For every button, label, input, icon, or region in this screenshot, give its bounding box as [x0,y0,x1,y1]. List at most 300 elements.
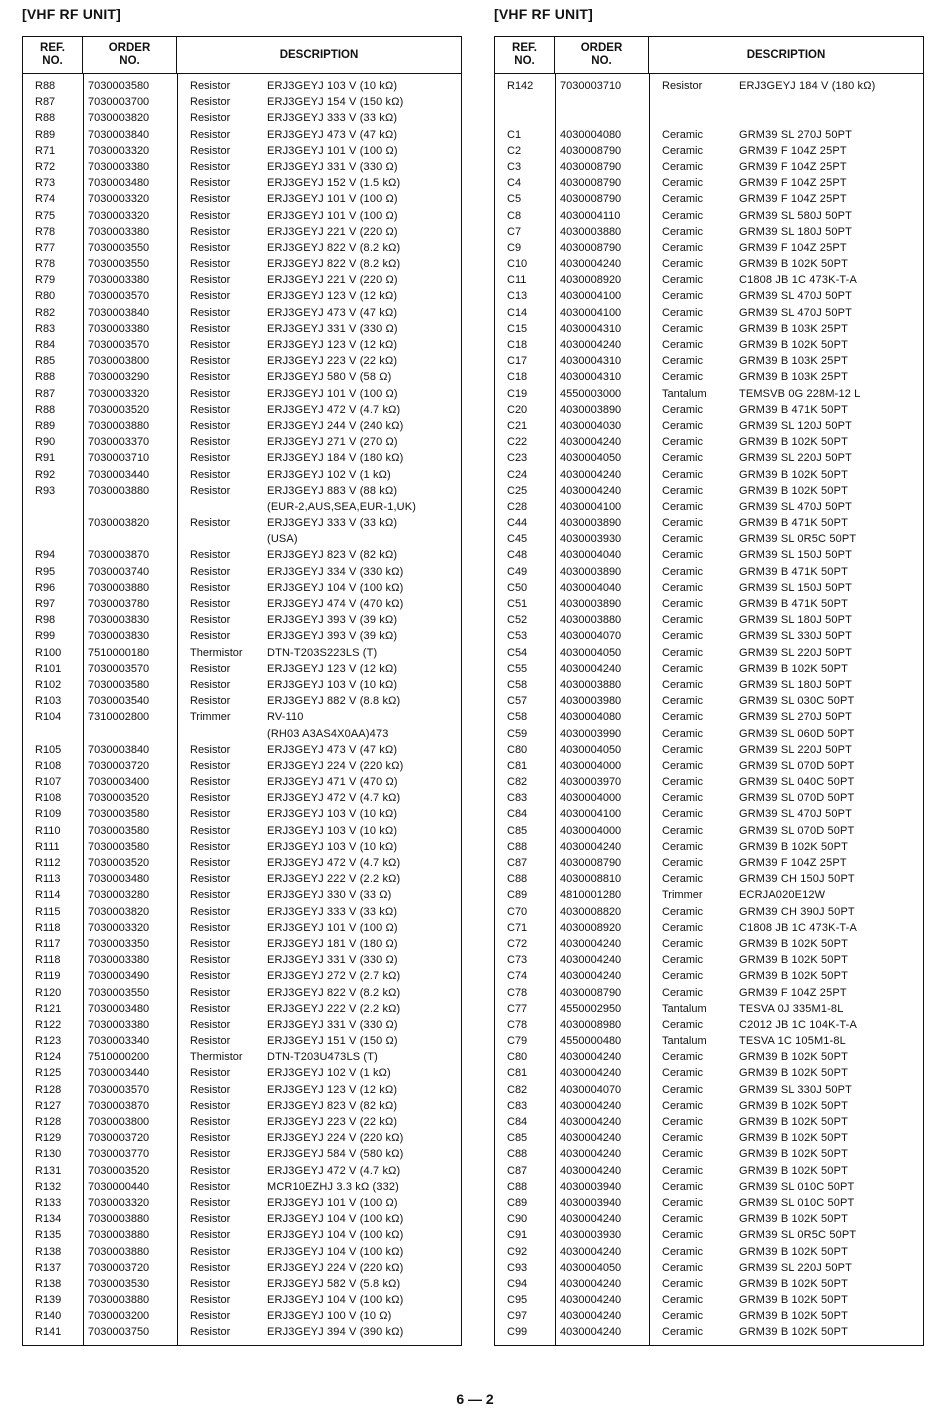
order-no-cell: 4030008790 [560,986,622,999]
part-value-cell: ERJ3GEYJ 224 V (220 kΩ) [267,1261,404,1274]
part-value-cell: DTN-T203S223LS (T) [267,646,378,659]
ref-no-cell: R117 [35,937,61,950]
part-type-cell: Resistor [190,258,231,271]
order-no-cell: 7030003340 [88,1035,150,1048]
part-value-cell: GRM39 SL 470J 50PT [739,290,852,303]
table-row [495,871,923,887]
ref-no-cell: C80 [507,743,528,756]
table-row [23,628,461,644]
order-no-cell: 4030004070 [560,1083,622,1096]
table-row [495,256,923,272]
ref-no-cell: C88 [507,1148,528,1161]
order-no-cell: 4030008790 [560,144,622,157]
part-type-cell: Ceramic [662,1180,703,1193]
order-no-cell: 7030003880 [88,1213,150,1226]
part-value-cell: GRM39 SL 220J 50PT [739,1261,852,1274]
ref-no-cell: C55 [507,662,528,675]
part-value-cell: GRM39 SL 070D 50PT [739,792,855,805]
ref-no-cell: R90 [35,436,56,449]
part-value-cell: GRM39 SL 330J 50PT [739,1083,852,1096]
ref-no-cell: C48 [507,549,528,562]
ref-no-cell: R103 [35,695,62,708]
table-row [495,386,923,402]
order-no-cell: 4030004240 [560,937,622,950]
table-row [495,143,923,159]
part-value-cell: GRM39 B 102K 50PT [739,258,848,271]
part-value-cell: ERJ3GEYJ 823 V (82 kΩ) [267,549,398,562]
order-no-cell: 4030004100 [560,500,622,513]
part-type-cell: Ceramic [662,565,703,578]
table-row [23,920,461,936]
part-value-cell: GRM39 SL 150J 50PT [739,581,852,594]
part-type-cell: Resistor [190,290,231,303]
part-value-cell: GRM39 B 103K 25PT [739,355,848,368]
order-no-cell: 7030003720 [88,1132,150,1145]
order-no-cell: 7030003820 [88,905,150,918]
table-row [23,1244,461,1260]
table-row [495,78,923,94]
part-value-cell: ERJ3GEYJ 223 V (22 kΩ) [267,1116,398,1128]
ref-no-cell: R96 [35,581,56,594]
part-type-cell: Resistor [190,1035,231,1048]
table-row [495,515,923,531]
table-row [23,240,461,256]
part-type-cell: Ceramic [662,1277,703,1290]
ref-no-cell: C72 [507,937,528,950]
part-value-cell: ERJ3GEYJ 330 V (33 Ω) [267,889,392,902]
part-value-cell: GRM39 SL 580J 50PT [739,209,852,222]
part-value-cell: ERJ3GEYJ 152 V (1.5 kΩ) [267,177,401,190]
order-no-cell: 4030008980 [560,1018,622,1031]
order-no-cell: 7030003780 [88,598,150,610]
part-type-cell: Resistor [190,970,231,983]
ref-no-cell: C83 [507,792,528,805]
part-value-cell: ERJ3GEYJ 224 V (220 kΩ) [267,759,404,772]
order-no-cell: 4030004240 [560,1067,622,1080]
ref-no-cell: C94 [507,1277,528,1290]
table-row [23,467,461,483]
part-type-cell: Resistor [190,403,231,416]
order-no-cell: 4030004080 [560,128,622,141]
table-row [23,208,461,224]
order-no-cell: 4030004240 [560,954,622,967]
part-type-cell: Resistor [190,193,231,206]
part-type-cell: Ceramic [662,1148,703,1161]
order-no-cell: 4030004310 [560,371,622,384]
part-type-cell: Resistor [190,468,231,481]
order-no-cell: 7030000440 [88,1180,150,1193]
part-value-cell: GRM39 B 102K 50PT [739,339,848,351]
order-no-cell: 4030004240 [560,339,622,351]
table-row [23,1049,461,1065]
order-no-cell: 4550003000 [560,387,622,400]
ref-no-cell: C1 [507,128,522,141]
part-type-cell: Ceramic [662,986,703,999]
ref-no-cell: R112 [35,857,61,869]
table-row [23,159,461,175]
ref-no-cell: C91 [507,1229,528,1242]
part-type-cell: Resistor [190,695,231,708]
part-value-cell: ERJ3GEYJ 331 V (330 Ω) [267,160,398,173]
table-row [495,418,923,434]
part-type-cell: Resistor [190,921,231,934]
ref-no-cell: R124 [35,1051,62,1064]
order-no-cell: 7030003870 [88,1099,150,1112]
order-no-cell: 7030003800 [88,1116,150,1128]
ref-no-cell: R89 [35,128,56,141]
part-value-cell: ERJ3GEYJ 101 V (100 Ω) [267,387,398,400]
table-row [23,175,461,191]
part-type-cell: Ceramic [662,840,703,853]
ref-no-cell: C81 [507,1067,528,1080]
order-no-cell: 4030004050 [560,743,622,756]
order-no-cell: 7030003520 [88,857,150,869]
part-type-cell: Ceramic [662,792,703,805]
part-type-cell: Resistor [190,274,231,287]
part-type-cell: Ceramic [662,1310,703,1323]
part-type-cell: Resistor [190,1277,231,1290]
table-row [23,1211,461,1227]
order-no-cell: 7030003480 [88,1002,150,1015]
ref-no-cell: R108 [35,792,62,805]
part-type-cell: Ceramic [662,468,703,481]
ref-no-cell: C19 [507,387,528,400]
part-type-cell: Ceramic [662,776,703,789]
part-value-cell: GRM39 SL 220J 50PT [739,743,852,756]
table-row [23,1163,461,1179]
part-value-cell: GRM39 B 102K 50PT [739,1277,848,1290]
order-no-cell: 4030003940 [560,1196,622,1209]
order-no-cell: 7030003700 [88,96,150,109]
order-no-cell: 4030003930 [560,1229,622,1242]
part-type-cell: Ceramic [662,695,703,708]
part-type-cell: Resistor [190,209,231,222]
ref-no-cell: R105 [35,743,62,756]
ref-no-cell: C74 [507,970,528,983]
part-type-cell: Resistor [190,1164,231,1177]
table-row [23,985,461,1001]
right-section-title: [VHF RF UNIT] [494,6,594,22]
part-value-cell: ERJ3GEYJ 222 V (2.2 kΩ) [267,873,401,886]
part-type-cell: Resistor [190,387,231,400]
ref-no-cell: R140 [35,1310,62,1323]
part-value-cell: GRM39 B 103K 25PT [739,371,848,384]
order-no-cell: 4030003940 [560,1180,622,1193]
table-row [23,806,461,822]
ref-no-cell: C88 [507,873,528,886]
table-row [23,531,461,547]
part-value-cell: GRM39 F 104Z 25PT [739,857,847,869]
part-type-cell: Resistor [190,419,231,432]
part-type-cell: Resistor [190,678,231,691]
part-value-cell: GRM39 F 104Z 25PT [739,160,847,173]
table-row [495,855,923,871]
part-type-cell: Ceramic [662,1083,703,1096]
ref-no-cell: C10 [507,258,528,271]
part-type-cell: Ceramic [662,339,703,351]
table-row [23,353,461,369]
ref-no-cell: C95 [507,1294,528,1307]
part-type-cell: Ceramic [662,759,703,772]
order-no-cell: 7030003880 [88,1294,150,1307]
ref-no-cell: C83 [507,1099,528,1112]
ref-no-cell: C4 [507,177,522,190]
part-type-cell: Resistor [190,355,231,368]
ref-no-cell: R137 [35,1261,62,1274]
part-type-cell: Tantalum [662,1002,707,1015]
table-row [495,628,923,644]
part-type-cell: Ceramic [662,1213,703,1226]
part-value-cell: ERJ3GEYJ 151 V (150 Ω) [267,1035,398,1048]
ref-no-cell: R134 [35,1213,62,1226]
part-type-cell: Ceramic [662,517,703,530]
table-row [495,353,923,369]
ref-no-cell: C97 [507,1310,528,1323]
ref-no-cell: R122 [35,1018,62,1031]
part-type-cell: Resistor [190,630,231,643]
part-value-cell: ERJ3GEYJ 103 V (10 kΩ) [267,678,398,691]
part-type-cell: Resistor [190,743,231,756]
ref-no-cell: C58 [507,678,528,691]
part-value-cell: ECRJA020E12W [739,889,826,902]
order-no-cell: 7030003480 [88,873,150,886]
order-no-cell: 7030003520 [88,403,150,416]
part-value-cell: GRM39 SL 060D 50PT [739,727,855,740]
part-value-cell: GRM39 SL 470J 50PT [739,808,852,821]
part-value-cell: GRM39 F 104Z 25PT [739,177,847,190]
table-row [495,580,923,596]
part-type-cell: Resistor [190,1132,231,1145]
part-value-cell: ERJ3GEYJ 823 V (82 kΩ) [267,1099,398,1112]
order-no-cell: 4030004030 [560,419,622,432]
ref-no-cell: R93 [35,484,56,497]
table-row [495,677,923,693]
part-type-cell: Ceramic [662,937,703,950]
order-no-cell: 4030004240 [560,1326,622,1339]
order-no-cell: 4030003880 [560,614,622,627]
table-row [495,790,923,806]
part-value-cell [735,94,923,110]
table-row [23,726,461,742]
table-row [495,224,923,240]
order-no-cell: 4030003990 [560,727,622,740]
part-type-cell: Trimmer [662,889,703,902]
part-value-cell: GRM39 SL 270J 50PT [739,128,852,141]
table-row [495,693,923,709]
part-type-cell: Resistor [190,776,231,789]
part-value-cell: GRM39 B 102K 50PT [739,1116,848,1128]
order-no-cell: 7030003350 [88,937,150,950]
order-no-cell: 7030003820 [88,517,150,530]
table-row [23,94,461,110]
part-value-cell: TESVA 1C 105M1-8L [739,1035,846,1048]
part-value-cell: GRM39 SL 030C 50PT [739,695,855,708]
ref-no-cell: R101 [35,662,62,675]
ref-no-cell: C58 [507,711,528,724]
part-value-cell: GRM39 SL 0R5C 50PT [739,1229,857,1242]
part-type-cell: Ceramic [662,1132,703,1145]
table-row [23,758,461,774]
part-type-cell: Ceramic [662,1196,703,1209]
order-no-cell: 7030003580 [88,80,150,92]
ref-no-cell: C7 [507,225,522,238]
part-type-cell: Resistor [190,112,231,125]
part-value-cell: ERJ3GEYJ 472 V (4.7 kΩ) [267,792,401,805]
order-no-cell: 7030003570 [88,1083,150,1096]
part-type-cell: Ceramic [662,128,703,141]
ref-no-cell: C87 [507,857,528,869]
order-no-cell: 7030003880 [88,581,150,594]
part-type-cell: Resistor [190,160,231,173]
part-value-cell: GRM39 B 102K 50PT [739,1164,848,1177]
table-row [23,742,461,758]
ref-no-cell: R139 [35,1294,62,1307]
table-row [23,1065,461,1081]
order-no-cell: 7030003380 [88,274,150,287]
table-row [23,904,461,920]
table-row [495,175,923,191]
part-type-cell: Ceramic [662,241,703,254]
ref-no-cell: R119 [35,970,61,983]
part-value-cell: ERJ3GEYJ 101 V (100 Ω) [267,209,398,222]
part-type-cell: Resistor [190,792,231,805]
order-no-cell: 7030003320 [88,1196,150,1209]
part-type-cell: Resistor [190,1116,231,1128]
part-type-cell: Resistor [190,954,231,967]
ref-no-cell: R84 [35,339,56,351]
part-type-cell: Resistor [190,436,231,449]
order-no-cell: 4030004040 [560,581,622,594]
table-row [495,612,923,628]
ref-no-cell: R138 [35,1277,62,1290]
ref-no-cell: R74 [35,193,56,206]
order-no-cell: 7030003750 [88,1326,150,1339]
ref-no-cell: R111 [35,840,60,853]
part-type-cell: Resistor [662,80,703,92]
table-body [495,73,923,1345]
part-value-cell: GRM39 B 471K 50PT [739,598,848,610]
order-no-cell: 4030008820 [560,905,622,918]
table-row [495,774,923,790]
part-type-cell: Ceramic [662,144,703,157]
part-type-cell: Ceramic [662,500,703,513]
ref-no-cell: R120 [35,986,62,999]
order-no-cell: 4030004240 [560,1277,622,1290]
order-no-cell: 7030003580 [88,678,150,691]
order-no-cell: 4030004110 [560,209,621,222]
order-no-cell: 7510000200 [88,1051,150,1064]
part-type-cell: Ceramic [662,1051,703,1064]
order-no-cell: 4810001280 [560,889,622,902]
part-type-cell: Resistor [190,80,231,92]
part-type-cell: Ceramic [662,873,703,886]
table-row [23,1130,461,1146]
table-row [495,661,923,677]
ref-no-cell: C78 [507,986,528,999]
order-no-cell: 7030003520 [88,792,150,805]
part-value-cell: GRM39 SL 180J 50PT [739,678,852,691]
ref-no-cell: C57 [507,695,528,708]
part-value-cell: ERJ3GEYJ 222 V (2.2 kΩ) [267,1002,401,1015]
part-value-cell: GRM39 B 102K 50PT [739,484,848,497]
order-no-cell: 7030003320 [88,144,150,157]
ref-no-cell: R127 [35,1099,62,1112]
part-type-cell: Resistor [190,128,231,141]
table-row [495,1244,923,1260]
part-type-cell: Resistor [190,759,231,772]
ref-no-cell: C15 [507,322,528,335]
part-value-cell: ERJ3GEYJ 104 V (100 kΩ) [267,581,404,594]
table-row [23,483,461,499]
part-value-cell: ERJ3GEYJ 334 V (330 kΩ) [267,565,404,578]
table-row [495,1227,923,1243]
table-row [23,1276,461,1292]
ref-no-cell: R88 [35,80,56,92]
ref-no-cell: C23 [507,452,528,465]
part-value-cell: GRM39 SL 150J 50PT [739,549,852,562]
ref-no-cell: R142 [507,80,534,92]
order-no-cell: 7030003570 [88,339,150,351]
ref-no-cell: C87 [507,1164,528,1177]
table-row [495,806,923,822]
table-row [23,855,461,871]
ref-no-cell: R118 [35,921,61,934]
part-type-cell: Ceramic [662,274,703,287]
order-no-cell: 4030004100 [560,306,622,319]
part-type-cell: Ceramic [662,1245,703,1258]
ref-no-cell: R141 [35,1326,62,1339]
part-type-cell: Resistor [190,1148,231,1161]
order-no-cell: 7510000180 [88,646,150,659]
part-value-cell: DTN-T203U473LS (T) [267,1051,378,1064]
table-row [23,1179,461,1195]
part-value-cell: GRM39 SL 010C 50PT [739,1196,855,1209]
order-no-cell: 4030004040 [560,549,622,562]
part-value-cell: ERJ3GEYJ 883 V (88 kΩ) [267,484,398,497]
order-no-cell: 7030003520 [88,1164,150,1177]
part-value-cell: GRM39 B 102K 50PT [739,1245,848,1258]
order-no-cell: 4030004100 [560,808,622,821]
part-value-cell: ERJ3GEYJ 101 V (100 Ω) [267,1196,398,1209]
order-no-cell [555,110,649,126]
part-value-cell: ERJ3GEYJ 822 V (8.2 kΩ) [267,258,401,271]
table-row [495,1292,923,1308]
table-row [23,645,461,661]
table-row [495,1324,923,1340]
ref-no-cell: R73 [35,177,56,190]
order-no-cell: 4030004050 [560,452,622,465]
table-row [23,1324,461,1340]
ref-no-cell: C92 [507,1245,528,1258]
part-type-cell [177,499,263,515]
part-type-cell: Ceramic [662,1261,703,1274]
table-row [23,693,461,709]
part-value-cell: ERJ3GEYJ 103 V (10 kΩ) [267,824,398,837]
part-type-cell: Ceramic [662,533,703,546]
order-no-cell: 7030003840 [88,306,150,319]
part-type-cell: Resistor [190,1245,231,1258]
part-type-cell: Resistor [190,824,231,837]
ref-no-cell: R98 [35,614,56,627]
ref-no-cell: C82 [507,1083,528,1096]
part-value-cell: ERJ3GEYJ 181 V (180 Ω) [267,937,398,950]
table-row [495,110,923,126]
table-row [495,1098,923,1114]
order-no-cell: 4030004240 [560,840,622,853]
part-type-cell: Resistor [190,662,231,675]
ref-no-cell: R87 [35,387,56,400]
part-value-cell: ERJ3GEYJ 333 V (33 kΩ) [267,112,398,125]
